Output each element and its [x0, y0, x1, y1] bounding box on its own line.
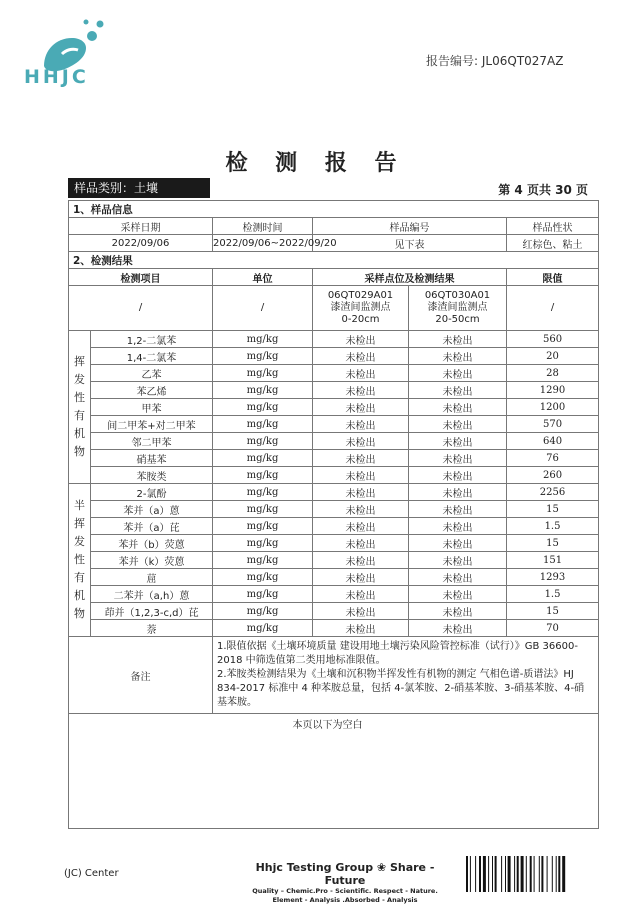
limit-cell: 260 [507, 467, 599, 484]
result-point-2: 未检出 [409, 501, 507, 518]
compound-name: 萘 [91, 620, 213, 637]
result-row [69, 382, 599, 399]
result-point-1: 未检出 [313, 450, 409, 467]
result-row [69, 433, 599, 450]
result-row [69, 518, 599, 535]
compound-name: 硝基苯 [91, 450, 213, 467]
result-point-1: 未检出 [313, 501, 409, 518]
unit-cell: mg/kg [213, 501, 313, 518]
footer-slogan-1: Quality – Chemic.Pro - Scientific. Respect - Nature. [252, 887, 438, 895]
unit-cell: mg/kg [213, 603, 313, 620]
col-item-header: 检测项目 [69, 269, 213, 286]
limit-cell: 1200 [507, 399, 599, 416]
result-row [69, 552, 599, 569]
remark-line-2: 2.苯胺类检测结果为《土壤和沉积物半挥发性有机物的测定 气相色谱-质谱法》HJ 834-2017 标准中 4 种苯胺总量，包括 4-氯苯胺、2-硝基苯胺、3-硝基苯胺、4-硝基苯胺。 [217, 669, 585, 708]
limit-cell: 2256 [507, 484, 599, 501]
limit-cell: 70 [507, 620, 599, 637]
result-row [69, 450, 599, 467]
compound-name: 2-氯酚 [91, 484, 213, 501]
compound-name: 苯并（b）荧蒽 [91, 535, 213, 552]
result-row [69, 467, 599, 484]
result-point-1: 未检出 [313, 467, 409, 484]
sample-category: 样品类别：土壤 [68, 178, 210, 198]
report-number-value: JL06QT027AZ [481, 54, 564, 68]
blank-row [69, 714, 599, 829]
limit-cell: 28 [507, 365, 599, 382]
compound-name: 䓛 [91, 569, 213, 586]
compound-name: 间二甲苯+对二甲苯 [91, 416, 213, 433]
result-point-1: 未检出 [313, 586, 409, 603]
sampling-point-2: 06QT030A01 漆渣间监测点 20-50cm [409, 286, 507, 331]
result-point-1: 未检出 [313, 382, 409, 399]
sample-info-value: 见下表 [313, 235, 507, 252]
sampling-point-row [69, 286, 599, 331]
report-number [426, 52, 563, 69]
result-row [69, 484, 599, 501]
result-point-2: 未检出 [409, 620, 507, 637]
result-point-1: 未检出 [313, 416, 409, 433]
unit-cell: mg/kg [213, 535, 313, 552]
compound-name: 苯并（a）蒽 [91, 501, 213, 518]
unit-cell: mg/kg [213, 348, 313, 365]
limit-cell: 640 [507, 433, 599, 450]
compound-name: 乙苯 [91, 365, 213, 382]
result-point-2: 未检出 [409, 331, 507, 348]
footer-slogan-2: Element - Analysis .Absorbed - Analysis [272, 896, 418, 904]
result-row [69, 535, 599, 552]
result-point-1: 未检出 [313, 535, 409, 552]
limit-cell: 20 [507, 348, 599, 365]
sample-info-value: 2022/09/06 [69, 235, 213, 252]
limit-cell: 15 [507, 535, 599, 552]
result-row [69, 348, 599, 365]
compound-name: 甲苯 [91, 399, 213, 416]
result-point-2: 未检出 [409, 433, 507, 450]
result-row [69, 603, 599, 620]
blank-note: 本页以下为空白 [213, 714, 599, 829]
result-point-2: 未检出 [409, 586, 507, 603]
limit-cell: 1.5 [507, 518, 599, 535]
barcode-icon [466, 856, 590, 892]
limit-cell: 15 [507, 603, 599, 620]
compound-name: 二苯并（a,h）蒽 [91, 586, 213, 603]
result-point-1: 未检出 [313, 620, 409, 637]
unit-cell: mg/kg [213, 331, 313, 348]
result-point-1: 未检出 [313, 484, 409, 501]
unit-cell: mg/kg [213, 467, 313, 484]
col-unit-header: 单位 [213, 269, 313, 286]
sample-info-header: 样品性状 [507, 218, 599, 235]
compound-name: 1,4-二氯苯 [91, 348, 213, 365]
col-points-header: 采样点位及检测结果 [313, 269, 507, 286]
footer-company [250, 861, 440, 905]
slash-cell: / [213, 286, 313, 331]
compound-name: 邻二甲苯 [91, 433, 213, 450]
unit-cell: mg/kg [213, 399, 313, 416]
compound-name: 苯并（a）芘 [91, 518, 213, 535]
result-point-2: 未检出 [409, 450, 507, 467]
result-row [69, 416, 599, 433]
report-number-label: 报告编号: [426, 54, 479, 68]
footer-left: (JC) Center [64, 868, 119, 879]
result-point-2: 未检出 [409, 518, 507, 535]
sample-info-header: 检测时间 [213, 218, 313, 235]
sample-info-header: 采样日期 [69, 218, 213, 235]
sample-info-header: 样品编号 [313, 218, 507, 235]
compound-name: 茚并（1,2,3-c,d）芘 [91, 603, 213, 620]
unit-cell: mg/kg [213, 518, 313, 535]
result-row [69, 586, 599, 603]
unit-cell: mg/kg [213, 433, 313, 450]
unit-cell: mg/kg [213, 365, 313, 382]
limit-cell: 151 [507, 552, 599, 569]
result-point-1: 未检出 [313, 603, 409, 620]
result-point-2: 未检出 [409, 382, 507, 399]
result-point-1: 未检出 [313, 552, 409, 569]
unit-cell: mg/kg [213, 620, 313, 637]
slash-cell: / [69, 286, 213, 331]
unit-cell: mg/kg [213, 450, 313, 467]
result-point-1: 未检出 [313, 365, 409, 382]
result-point-2: 未检出 [409, 552, 507, 569]
footer-company-name: Hhjc Testing Group ❀ Share - Future [255, 861, 435, 887]
results-header-row [69, 269, 599, 286]
compound-name: 苯乙烯 [91, 382, 213, 399]
unit-cell: mg/kg [213, 569, 313, 586]
logo-text: HHJC [24, 66, 89, 88]
result-row [69, 501, 599, 518]
result-row [69, 365, 599, 382]
unit-cell: mg/kg [213, 552, 313, 569]
result-point-2: 未检出 [409, 535, 507, 552]
blank-cell [69, 714, 213, 829]
result-row [69, 331, 599, 348]
result-point-2: 未检出 [409, 467, 507, 484]
unit-cell: mg/kg [213, 586, 313, 603]
limit-cell: 15 [507, 501, 599, 518]
result-row [69, 399, 599, 416]
result-point-1: 未检出 [313, 331, 409, 348]
results-title: 2、检测结果 [69, 252, 599, 269]
compound-name: 苯胺类 [91, 467, 213, 484]
sampling-point-1: 06QT029A01 漆渣间监测点 0-20cm [313, 286, 409, 331]
sample-info-header-row [69, 218, 599, 235]
limit-cell: 560 [507, 331, 599, 348]
result-row [69, 620, 599, 637]
remarks-text [213, 637, 599, 714]
compound-group-label: 半 挥 发 性 有 机 物 [69, 484, 91, 637]
compound-name: 1,2-二氯苯 [91, 331, 213, 348]
sample-info-title: 1、样品信息 [69, 201, 599, 218]
unit-cell: mg/kg [213, 382, 313, 399]
remarks-row [69, 637, 599, 714]
result-point-1: 未检出 [313, 518, 409, 535]
unit-cell: mg/kg [213, 416, 313, 433]
result-point-1: 未检出 [313, 348, 409, 365]
result-point-2: 未检出 [409, 348, 507, 365]
limit-cell: 1290 [507, 382, 599, 399]
result-point-2: 未检出 [409, 484, 507, 501]
compound-name: 苯并（k）荧蒽 [91, 552, 213, 569]
result-point-1: 未检出 [313, 399, 409, 416]
result-point-2: 未检出 [409, 399, 507, 416]
report-table [68, 200, 599, 829]
remark-line-1: 1.限值依据《土壤环境质量 建设用地土壤污染风险管控标准（试行）》GB 36600-2018 中筛选值第二类用地标准限值。 [217, 641, 578, 666]
col-limit-header: 限值 [507, 269, 599, 286]
slash-cell: / [507, 286, 599, 331]
sample-info-value-row [69, 235, 599, 252]
limit-cell: 76 [507, 450, 599, 467]
result-point-2: 未检出 [409, 569, 507, 586]
page-title: 检 测 报 告 [225, 151, 407, 176]
remarks-label: 备注 [69, 637, 213, 714]
limit-cell: 1293 [507, 569, 599, 586]
sample-info-value: 红棕色、粘土 [507, 235, 599, 252]
result-point-2: 未检出 [409, 416, 507, 433]
compound-group-label: 挥 发 性 有 机 物 [69, 331, 91, 484]
result-row [69, 569, 599, 586]
result-point-1: 未检出 [313, 433, 409, 450]
result-point-2: 未检出 [409, 603, 507, 620]
limit-cell: 1.5 [507, 586, 599, 603]
unit-cell: mg/kg [213, 484, 313, 501]
result-point-1: 未检出 [313, 569, 409, 586]
result-point-2: 未检出 [409, 365, 507, 382]
page-info: 第 4 页共 30 页 [498, 183, 588, 197]
limit-cell: 570 [507, 416, 599, 433]
sample-info-value: 2022/09/06~2022/09/20 [213, 235, 313, 252]
